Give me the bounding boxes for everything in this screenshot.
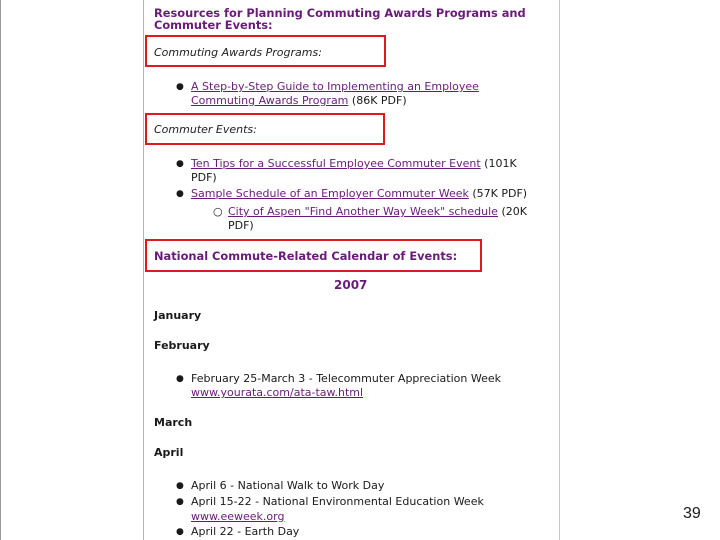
ten-tips-size-cont: PDF) [191,171,217,184]
highlight-box-commuter-events [145,113,385,145]
april-event-walk-to-work: April 6 - National Walk to Work Day [191,479,385,492]
resources-heading-line1: Resources for Planning Commuting Awards Programs and [154,6,526,20]
bullet-icon: ● [176,159,184,169]
highlight-box-calendar [145,239,482,272]
april-event-earth-day: April 22 - Earth Day [191,525,300,538]
eeweek-link[interactable]: www.eeweek.org [191,510,285,523]
commuter-events-heading: Commuter Events: [154,123,257,136]
bullet-icon: ● [176,374,184,384]
aspen-schedule-link[interactable]: City of Aspen "Find Another Way Week" schedule (20K [228,205,527,218]
awards-heading: Commuting Awards Programs: [154,46,322,59]
february-event-text: February 25-March 3 - Telecommuter Appreciation Week [191,372,502,385]
bullet-icon: ● [176,189,184,199]
february-event-link[interactable]: www.yourata.com/ata-taw.html [191,386,364,399]
month-january: January [154,309,202,322]
awards-guide-link-line2[interactable]: Commuting Awards Program (86K PDF) [191,94,407,107]
bullet-icon: ● [176,527,184,537]
aspen-schedule-size-cont: PDF) [228,219,254,232]
awards-guide-size: (86K PDF) [351,94,407,107]
month-april: April [154,446,184,459]
ten-tips-size: (101K [484,157,517,170]
month-march: March [154,416,193,429]
month-february: February [154,339,210,352]
awards-guide-link-line1[interactable]: A Step-by-Step Guide to Implementing an Employee [191,80,479,93]
slide-page-number: 39 [683,505,701,522]
circle-bullet-icon: ○ [213,205,223,218]
calendar-heading: National Commute-Related Calendar of Events: [154,249,458,263]
bullet-icon: ● [176,497,184,507]
sample-schedule-size: (57K PDF) [472,187,528,200]
ten-tips-link[interactable]: Ten Tips for a Successful Employee Commuter Event (101K [191,157,517,170]
bullet-icon: ● [176,481,184,491]
aspen-schedule-size: (20K [501,205,527,218]
slide-left-border [0,0,1,540]
calendar-year: 2007 [334,278,368,292]
april-event-env-education: April 15-22 - National Environmental Education Week [191,495,484,508]
bullet-icon: ● [176,82,184,92]
resources-heading-line2: Commuter Events: [154,18,273,32]
sample-schedule-link[interactable]: Sample Schedule of an Employer Commuter Week (57K PDF) [191,187,528,200]
highlight-box-awards [145,35,386,67]
